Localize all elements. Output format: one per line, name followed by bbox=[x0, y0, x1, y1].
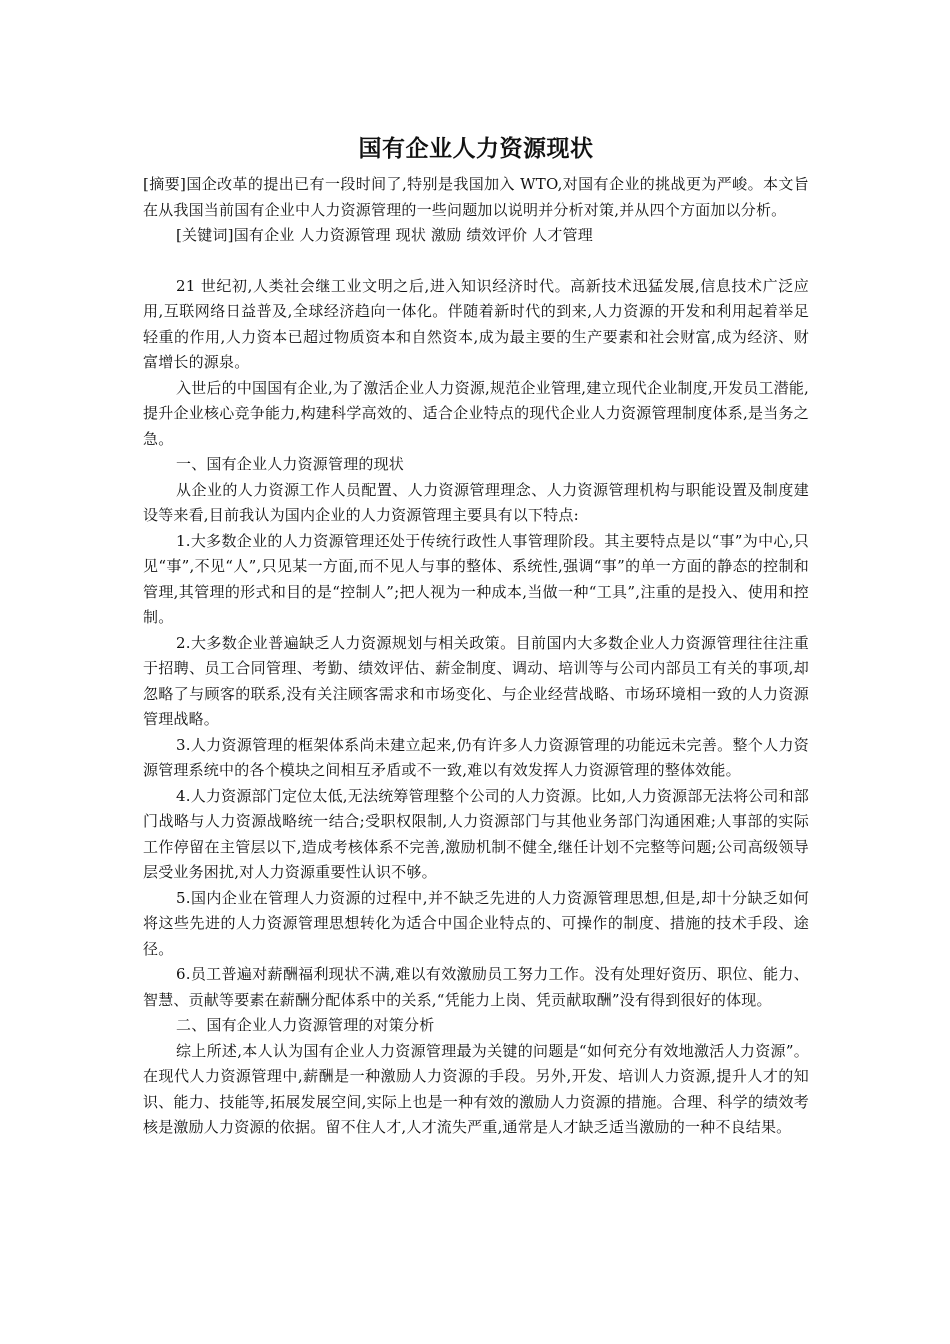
body-paragraph: 入世后的中国国有企业,为了激活企业人力资源,规范企业管理,建立现代企业制度,开发员工潜能,提升企业核心竞争能力,构建科学高效的、适合企业特点的现代企业人力资源管理制度体系,是当务之急。 bbox=[143, 378, 809, 448]
abstract-paragraph: [摘要]国企改革的提出已有一段时间了,特别是我国加入 WTO,对国有企业的挑战更为严峻。本文旨在从我国当前国有企业中人力资源管理的一些问题加以说明并分析对策,并从四个方面加以分析。 bbox=[143, 175, 809, 219]
body-paragraph: 从企业的人力资源工作人员配置、人力资源管理理念、人力资源管理机构与职能设置及制度建设等来看,目前我认为国内企业的人力资源管理主要具有以下特点: bbox=[143, 480, 809, 524]
section-heading: 一、国有企业人力资源管理的现状 bbox=[176, 455, 405, 473]
keywords-line: [关键词]国有企业 人力资源管理 现状 激励 绩效评价 人才管理 bbox=[176, 226, 593, 244]
list-item: 2.大多数企业普遍缺乏人力资源规划与相关政策。目前国内大多数企业人力资源管理往往注重于招聘、员工合同管理、考勤、绩效评估、薪金制度、调动、培训等与公司内部员工有关的事项,却忽略了与顾客的联系,没有关注顾客需求和市场变化、与企业经营战略、市场环境相一致的人力资源管理战略。 bbox=[143, 633, 809, 728]
blank-line bbox=[143, 249, 809, 274]
list-item: 6.员工普遍对薪酬福利现状不满,难以有效激励员工努力工作。没有处理好资历、职位、能力、智慧、贡献等要素在薪酬分配体系中的关系,“凭能力上岗、凭贡献取酬”没有得到很好的体现。 bbox=[143, 965, 809, 1009]
list-item: 4.人力资源部门定位太低,无法统筹管理整个公司的人力资源。比如,人力资源部无法将公司和部门战略与人力资源战略统一结合;受职权限制,人力资源部门与其他业务部门沟通困难;人事部的实际工作停留在主管层以下,造成考核体系不完善,激励机制不健全,继任计划不完整等问题;公司高级领导层受业务困扰,对人力资源重要性认识不够。 bbox=[143, 786, 809, 881]
body-paragraph: 综上所述,本人认为国有企业人力资源管理最为关键的问题是“如何充分有效地激活人力资源”。在现代人力资源管理中,薪酬是一种激励人力资源的手段。另外,开发、培训人力资源,提升人才的知识、能力、技能等,拓展发展空间,实际上也是一种有效的激励人力资源的措施。合理、科学的绩效考核是激励人力资源的依据。留不住人才,人才流失严重,通常是人才缺乏适当激励的一种不良结果。 bbox=[143, 1041, 809, 1136]
section-heading: 二、国有企业人力资源管理的对策分析 bbox=[176, 1016, 435, 1034]
document-body bbox=[143, 132, 809, 1141]
body-paragraph: 21 世纪初,人类社会继工业文明之后,进入知识经济时代。高新技术迅猛发展,信息技术广泛应用,互联网络日益普及,全球经济趋向一体化。伴随着新时代的到来,人力资源的开发和利用起着举足轻重的作用,人力资本已超过物质资本和自然资本,成为最主要的生产要素和社会财富,成为经济、财富增长的源泉。 bbox=[143, 276, 809, 371]
list-item: 1.大多数企业的人力资源管理还处于传统行政性人事管理阶段。其主要特点是以“事”为中心,只见“事”,不见“人”,只见某一方面,而不见人与事的整体、系统性,强调“事”的单一方面的静态的控制和管理,其管理的形式和目的是“控制人”;把人视为一种成本,当做一种“工具”,注重的是投入、使用和控制。 bbox=[143, 531, 809, 626]
list-item: 5.国内企业在管理人力资源的过程中,并不缺乏先进的人力资源管理思想,但是,却十分缺乏如何将这些先进的人力资源管理思想转化为适合中国企业特点的、可操作的制度、措施的技术手段、途径。 bbox=[143, 888, 809, 958]
list-item: 3.人力资源管理的框架体系尚未建立起来,仍有许多人力资源管理的功能远未完善。整个人力资源管理系统中的各个模块之间相互矛盾或不一致,难以有效发挥人力资源管理的整体效能。 bbox=[143, 735, 809, 779]
document-title: 国有企业人力资源现状 bbox=[358, 135, 594, 162]
